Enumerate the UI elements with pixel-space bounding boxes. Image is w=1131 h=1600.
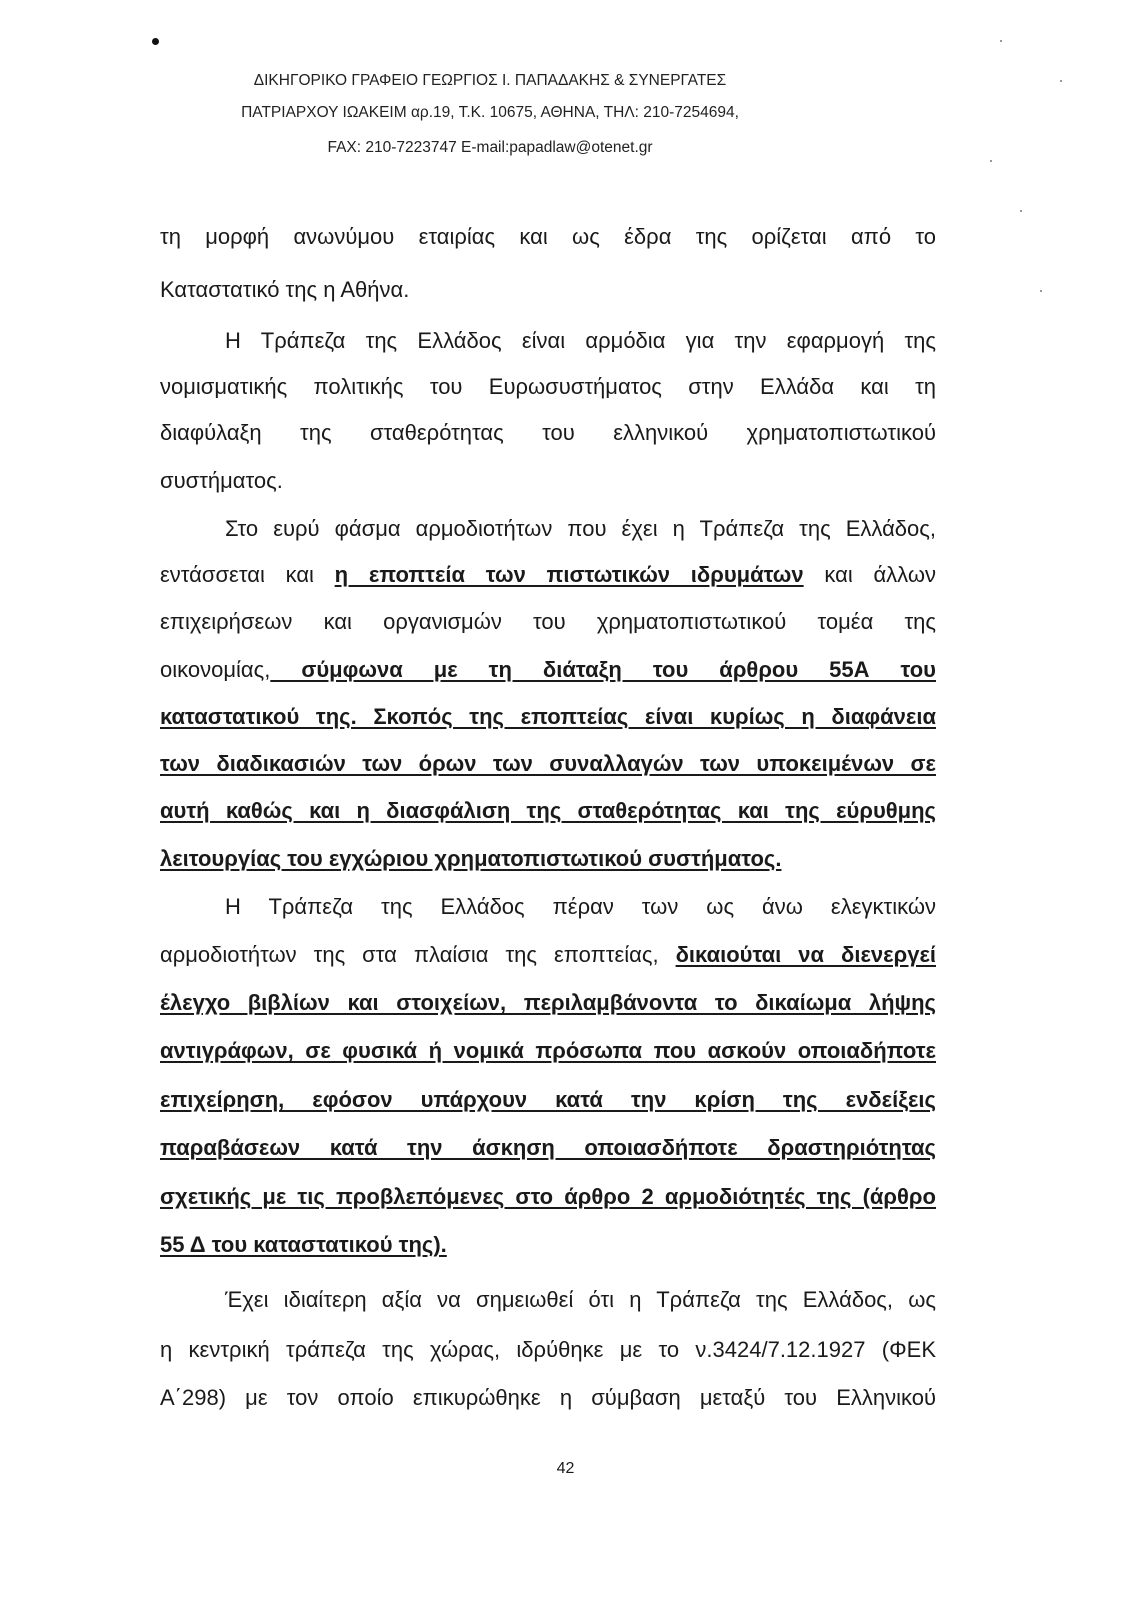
text-segment: τη μορφή ανωνύμου εταιρίας και ως έδρα της ορίζεται από το (160, 224, 936, 249)
underlined-emphasis: καταστατικού της. Σκοπός της εποπτείας είναι κυρίως η διαφάνεια (160, 704, 936, 729)
text-line (160, 418, 936, 448)
text-segment: Α΄298) με τον οποίο επικυρώθηκε η σύμβαση μεταξύ του Ελληνικού (160, 1385, 936, 1410)
text-line (225, 892, 936, 922)
underlined-emphasis: αυτή καθώς και η διασφάλιση της σταθερότητας και της εύρυθμης (160, 798, 936, 823)
scan-speck (1020, 210, 1022, 212)
text-line (160, 1133, 936, 1163)
text-line (160, 844, 936, 874)
underlined-emphasis: σύμφωνα με τη διάταξη του άρθρου 55Α του (270, 657, 936, 682)
underlined-emphasis: έλεγχο βιβλίων και στοιχείων, περιλαμβάνοντα το δικαίωμα λήψης (160, 990, 936, 1015)
text-line (160, 1085, 936, 1115)
text-line (160, 940, 936, 970)
underlined-emphasis: 55 Δ του καταστατικού της). (160, 1232, 447, 1257)
text-segment: επιχειρήσεων και οργανισμών του χρηματοπιστωτικού τομέα της (160, 609, 936, 634)
text-segment: Καταστατικό της η Αθήνα. (160, 277, 410, 302)
underlined-emphasis: σχετικής με τις προβλεπόμενες στο άρθρο 2 αρμοδιότητές της (άρθρο (160, 1184, 936, 1209)
text-line (160, 988, 936, 1018)
firm-contact: FAX: 210-7223747 E-mail:papadlaw@otenet.gr (327, 139, 653, 156)
text-line (160, 796, 936, 826)
text-line (160, 1230, 936, 1260)
text-line (160, 655, 936, 685)
underlined-emphasis: η εποπτεία των πιστωτικών ιδρυμάτων (334, 562, 804, 587)
underlined-emphasis: επιχείρηση, εφόσον υπάρχουν κατά την κρίση της ενδείξεις (160, 1087, 936, 1112)
text-segment: Η Τράπεζα της Ελλάδος είναι αρμόδια για την εφαρμογή της (225, 328, 936, 353)
underlined-emphasis: δικαιούται να διενεργεί (675, 942, 936, 967)
text-line (160, 466, 936, 496)
text-segment: νομισματικής πολιτικής του Ευρωσυστήματος στην Ελλάδα και τη (160, 374, 936, 399)
underlined-emphasis: αντιγράφων, σε φυσικά ή νομικά πρόσωπα που ασκούν οποιαδήποτε (160, 1038, 936, 1063)
text-segment: εντάσσεται και (160, 562, 335, 587)
text-segment: συστήματος. (160, 468, 283, 493)
text-line (160, 607, 936, 637)
text-line (160, 222, 936, 252)
scan-speck (990, 160, 992, 162)
text-line (160, 1182, 936, 1212)
text-line (225, 514, 936, 544)
text-segment: διαφύλαξη της σταθερότητας του ελληνικού χρηματοπιστωτικού (160, 420, 936, 445)
text-line (160, 275, 936, 305)
text-segment: οικονομίας, (160, 657, 271, 682)
underlined-emphasis: των διαδικασιών των όρων των συναλλαγών των υποκειμένων σε (160, 751, 936, 776)
scan-mark (152, 38, 159, 45)
text-line (160, 1036, 936, 1066)
scan-speck (1040, 290, 1042, 292)
text-segment: και άλλων (803, 562, 936, 587)
text-segment: η κεντρική τράπεζα της χώρας, ιδρύθηκε με το ν.3424/7.12.1927 (ΦΕΚ (160, 1337, 936, 1362)
underlined-emphasis: παραβάσεων κατά την άσκηση οποιασδήποτε δραστηριότητας (160, 1135, 936, 1160)
text-segment: αρμοδιοτήτων της στα πλαίσια της εποπτείας, (160, 942, 676, 967)
firm-address: ΠΑΤΡΙΑΡΧΟΥ ΙΩΑΚΕΙΜ αρ.19, Τ.Κ. 10675, ΑΘΗΝΑ, ΤΗΛ: 210-7254694, (241, 104, 739, 121)
text-line (225, 326, 936, 356)
text-line (225, 1285, 936, 1315)
text-line (160, 560, 936, 590)
text-line (160, 702, 936, 732)
page-number: 42 (556, 1460, 575, 1477)
text-segment: Στο ευρύ φάσμα αρμοδιοτήτων που έχει η Τράπεζα της Ελλάδος, (225, 516, 936, 541)
underlined-emphasis: λειτουργίας του εγχώριου χρηματοπιστωτικού συστήματος. (160, 846, 782, 871)
text-segment: Η Τράπεζα της Ελλάδος πέραν των ως άνω ελεγκτικών (225, 894, 936, 919)
firm-name: ΔΙΚΗΓΟΡΙΚΟ ΓΡΑΦΕΙΟ ΓΕΩΡΓΙΟΣ Ι. ΠΑΠΑΔΑΚΗΣ & ΣΥΝΕΡΓΑΤΕΣ (253, 72, 727, 89)
text-line (160, 1383, 936, 1413)
text-line (160, 1335, 936, 1365)
scan-speck (1000, 40, 1002, 42)
text-line (160, 372, 936, 402)
text-segment: Έχει ιδιαίτερη αξία να σημειωθεί ότι η Τράπεζα της Ελλάδος, ως (225, 1287, 936, 1312)
scan-speck (1060, 80, 1062, 82)
text-line (160, 749, 936, 779)
